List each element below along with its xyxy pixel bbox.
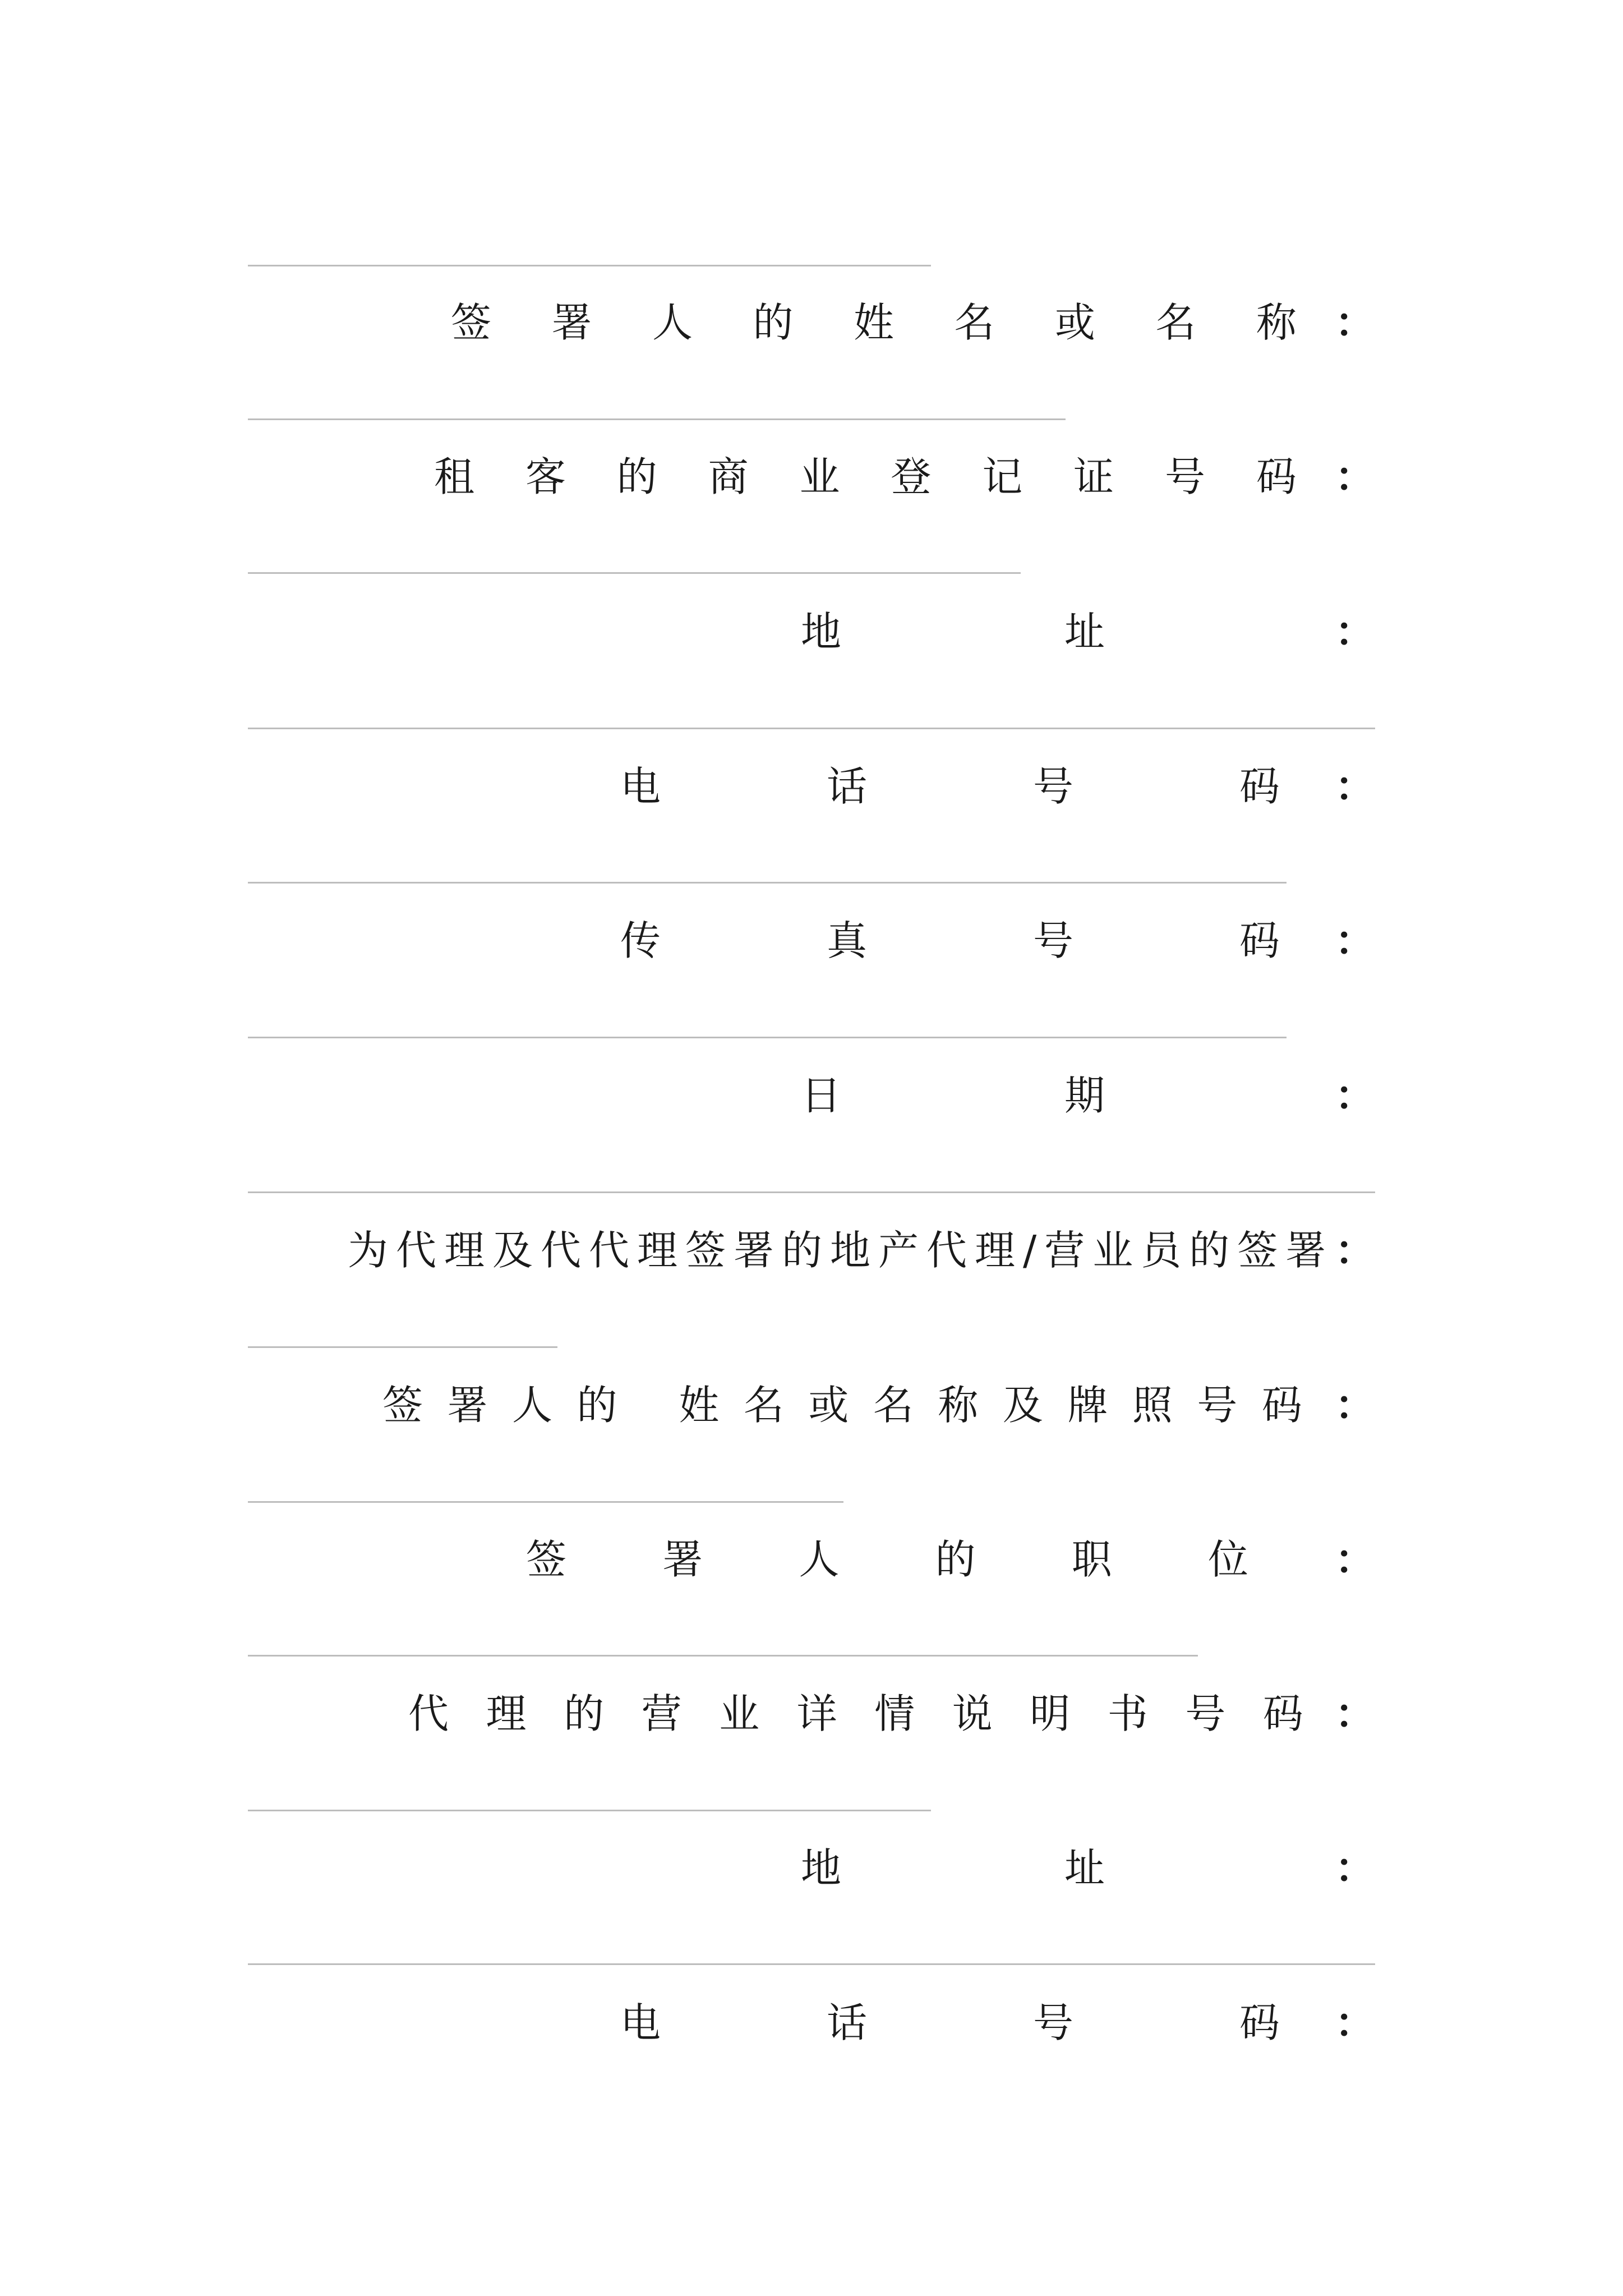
field-label-char: 的 [935, 1536, 976, 1583]
field-label-char: 电 [620, 1999, 661, 2046]
field-label-char: 码 [1239, 763, 1280, 810]
blank-line [248, 265, 931, 266]
field-label [620, 1989, 1280, 2056]
field-label-char: 地 [801, 608, 842, 655]
field-label-char: 姓 [679, 1382, 720, 1429]
field-label-char: 期 [1064, 1072, 1105, 1119]
field-label-char: 署 [551, 299, 592, 346]
blank-line [248, 1810, 931, 1811]
field-colon: ： [1334, 453, 1375, 500]
field-label [408, 1680, 1303, 1747]
field-label [620, 907, 1280, 974]
field-label-char: 址 [1064, 1844, 1105, 1892]
field-label-char: 或 [1054, 299, 1095, 346]
field-label-char: 照 [1132, 1382, 1173, 1429]
field-label-char: 人 [652, 299, 693, 346]
field-label-char: 营 [641, 1690, 682, 1737]
field-label-char: 署 [447, 1382, 488, 1429]
field-label-char: 传 [620, 917, 661, 964]
field-label-char: 及 [1002, 1382, 1043, 1429]
field-label-char: 姓 [853, 299, 894, 346]
field-label-char: 登 [891, 453, 932, 500]
blank-line [248, 1191, 1375, 1193]
field-label-char: 地 [801, 1844, 842, 1892]
field-label-char: 号 [1197, 1382, 1238, 1429]
field-date [248, 1062, 1375, 1129]
field-label [348, 1217, 1352, 1284]
field-label-char [642, 1372, 654, 1439]
field-label-char: 明 [1030, 1690, 1071, 1737]
field-phone-number [248, 753, 1375, 820]
field-label-char: 真 [826, 917, 867, 964]
field-label-char: 签 [451, 299, 492, 346]
field-label-char: 业 [719, 1690, 760, 1737]
field-signer-name [248, 289, 1375, 356]
field-label-char: 证 [1073, 453, 1114, 500]
field-label-char: 话 [826, 763, 867, 810]
field-label-char: 址 [1064, 608, 1105, 655]
field-colon: ： [1334, 1999, 1375, 2046]
field-colon: ： [1334, 1536, 1375, 1583]
field-label-char: 书 [1107, 1690, 1148, 1737]
field-label-char: 详 [796, 1690, 837, 1737]
field-colon: ： [1334, 763, 1375, 810]
field-label [526, 1526, 1248, 1593]
field-colon: ： [1334, 1844, 1375, 1892]
field-label [801, 598, 1105, 665]
field-label-char: 职 [1071, 1536, 1112, 1583]
field-label-char: 商 [708, 453, 749, 500]
field-agent-signature [248, 1217, 1375, 1284]
field-label [451, 289, 1297, 356]
field-label-char: 人 [799, 1536, 840, 1583]
field-label-char: 码 [1262, 1690, 1303, 1737]
field-label-char: 号 [1032, 1999, 1073, 2046]
field-label [801, 1834, 1105, 1902]
blank-line [248, 882, 1287, 884]
field-agent-phone-number [248, 1989, 1375, 2056]
field-label-char: 码 [1239, 1999, 1280, 2046]
field-label-char: 或 [808, 1382, 849, 1429]
field-label-char: 情 [874, 1690, 915, 1737]
field-label-char: 称 [1256, 299, 1297, 346]
field-label-char: 的 [616, 453, 657, 500]
field-agent-statement-number [248, 1680, 1375, 1747]
field-label-char: 人 [512, 1382, 553, 1429]
field-colon: ： [1334, 1382, 1375, 1429]
field-label-char: 名 [743, 1382, 784, 1429]
field-label [382, 1372, 1302, 1439]
field-address [248, 598, 1375, 665]
field-label-char: 说 [952, 1690, 993, 1737]
field-label-char: 位 [1207, 1536, 1248, 1583]
field-label-char: 日 [801, 1072, 842, 1119]
field-label-char: 号 [1165, 453, 1206, 500]
field-label-char: 租 [434, 453, 475, 500]
field-label [801, 1062, 1105, 1129]
field-label-char: 的 [577, 1382, 617, 1429]
field-label [434, 443, 1297, 510]
blank-line [248, 418, 1066, 420]
field-label-char: 名 [1155, 299, 1196, 346]
field-label-char: 码 [1239, 917, 1280, 964]
field-label-char: 码 [1256, 453, 1297, 500]
field-label-char: 签 [382, 1382, 423, 1429]
field-label-char: 称 [938, 1382, 979, 1429]
field-label [620, 753, 1280, 820]
field-label-char: 客 [525, 453, 566, 500]
blank-line [248, 728, 1375, 729]
blank-line [248, 1963, 1375, 1965]
field-label-char: 号 [1032, 763, 1073, 810]
field-label-char: 名 [954, 299, 995, 346]
field-label-char: 号 [1032, 917, 1073, 964]
field-label-char: 业 [799, 453, 840, 500]
field-agent-address [248, 1834, 1375, 1902]
blank-line [248, 572, 1021, 574]
blank-line [248, 1346, 557, 1348]
field-label-char: 号 [1185, 1690, 1226, 1737]
blank-line [248, 1655, 1198, 1657]
field-label-char: 的 [753, 299, 794, 346]
field-label-char: 署 [662, 1536, 703, 1583]
field-label-char: 牌 [1067, 1382, 1108, 1429]
field-label-char: 电 [620, 763, 661, 810]
field-tenant-br-number [248, 443, 1375, 510]
field-colon: ： [1334, 608, 1375, 655]
field-label-char: 码 [1261, 1382, 1302, 1429]
field-label-char: 名 [873, 1382, 914, 1429]
blank-line [248, 1501, 843, 1503]
field-label-char: 话 [826, 1999, 867, 2046]
field-fax-number [248, 907, 1375, 974]
field-colon: ： [1334, 1227, 1375, 1274]
field-label-char: 代 [408, 1690, 449, 1737]
blank-line [248, 1037, 1287, 1038]
field-colon: ： [1334, 1690, 1375, 1737]
field-label-char: 记 [982, 453, 1023, 500]
field-signer-name-license [248, 1372, 1375, 1439]
field-colon: ： [1334, 1072, 1375, 1119]
field-colon: ： [1334, 299, 1375, 346]
field-label-text: 为代理及代代理签署的地产代理/营业员的签署 [348, 1227, 1334, 1274]
field-colon: ： [1334, 917, 1375, 964]
field-label-char: 的 [564, 1690, 605, 1737]
field-label-char: 签 [526, 1536, 567, 1583]
field-signer-position [248, 1526, 1375, 1593]
field-label-char: 理 [486, 1690, 527, 1737]
